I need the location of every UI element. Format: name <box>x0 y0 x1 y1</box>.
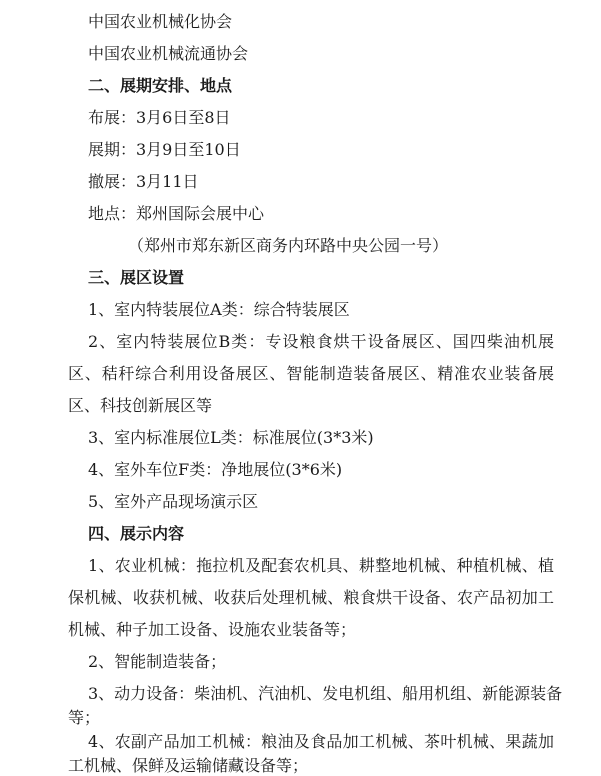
zone-item: 5、室外产品现场演示区 <box>88 492 259 511</box>
schedule-teardown: 撤展：3月11日 <box>88 172 199 191</box>
zone-item: 4、室外车位F类：净地展位(3*6米) <box>88 460 343 479</box>
venue-address: （郑州市郑东新区商务内环路中央公园一号） <box>128 236 449 255</box>
section-heading: 四、展示内容 <box>88 524 185 543</box>
content-item: 3、动力设备：柴油机、汽油机、发电机组、船用机组、新能源装备 <box>88 684 563 703</box>
content-item-continued: 保机械、收获机械、收获后处理机械、粮食烘干设备、农产品初加工 <box>68 588 554 607</box>
section-heading: 三、展区设置 <box>88 268 185 287</box>
content-item-continued: 机械、种子加工设备、设施农业装备等； <box>68 620 357 639</box>
zone-item-continued: 区、秸秆综合利用设备展区、智能制造装备展区、精准农业装备展 <box>68 364 554 383</box>
zone-item: 1、室内特装展位A类：综合特装展区 <box>88 300 350 319</box>
schedule-exhibition: 展期：3月9日至10日 <box>88 140 241 159</box>
organizer-line: 中国农业机械流通协会 <box>88 44 249 63</box>
section-heading: 二、展期安排、地点 <box>88 76 233 95</box>
content-item: 1、农业机械：拖拉机及配套农机具、耕整地机械、种植机械、植 <box>88 556 554 575</box>
content-item-continued: 工机械、保鲜及运输储藏设备等； <box>68 756 309 775</box>
zone-item: 3、室内标准展位L类：标准展位(3*3米) <box>88 428 374 447</box>
organizer-line: 中国农业机械化协会 <box>88 12 233 31</box>
content-item: 4、农副产品加工机械：粮油及食品加工机械、茶叶机械、果蔬加 <box>88 732 554 751</box>
schedule-setup: 布展：3月6日至8日 <box>88 108 231 127</box>
content-item-continued: 等； <box>68 708 101 727</box>
content-item: 2、智能制造装备； <box>88 652 227 671</box>
zone-item-continued: 区、科技创新展区等 <box>68 396 213 415</box>
zone-item: 2、室内特装展位B类：专设粮食烘干设备展区、国四柴油机展 <box>88 332 554 351</box>
venue: 地点：郑州国际会展中心 <box>88 204 265 223</box>
